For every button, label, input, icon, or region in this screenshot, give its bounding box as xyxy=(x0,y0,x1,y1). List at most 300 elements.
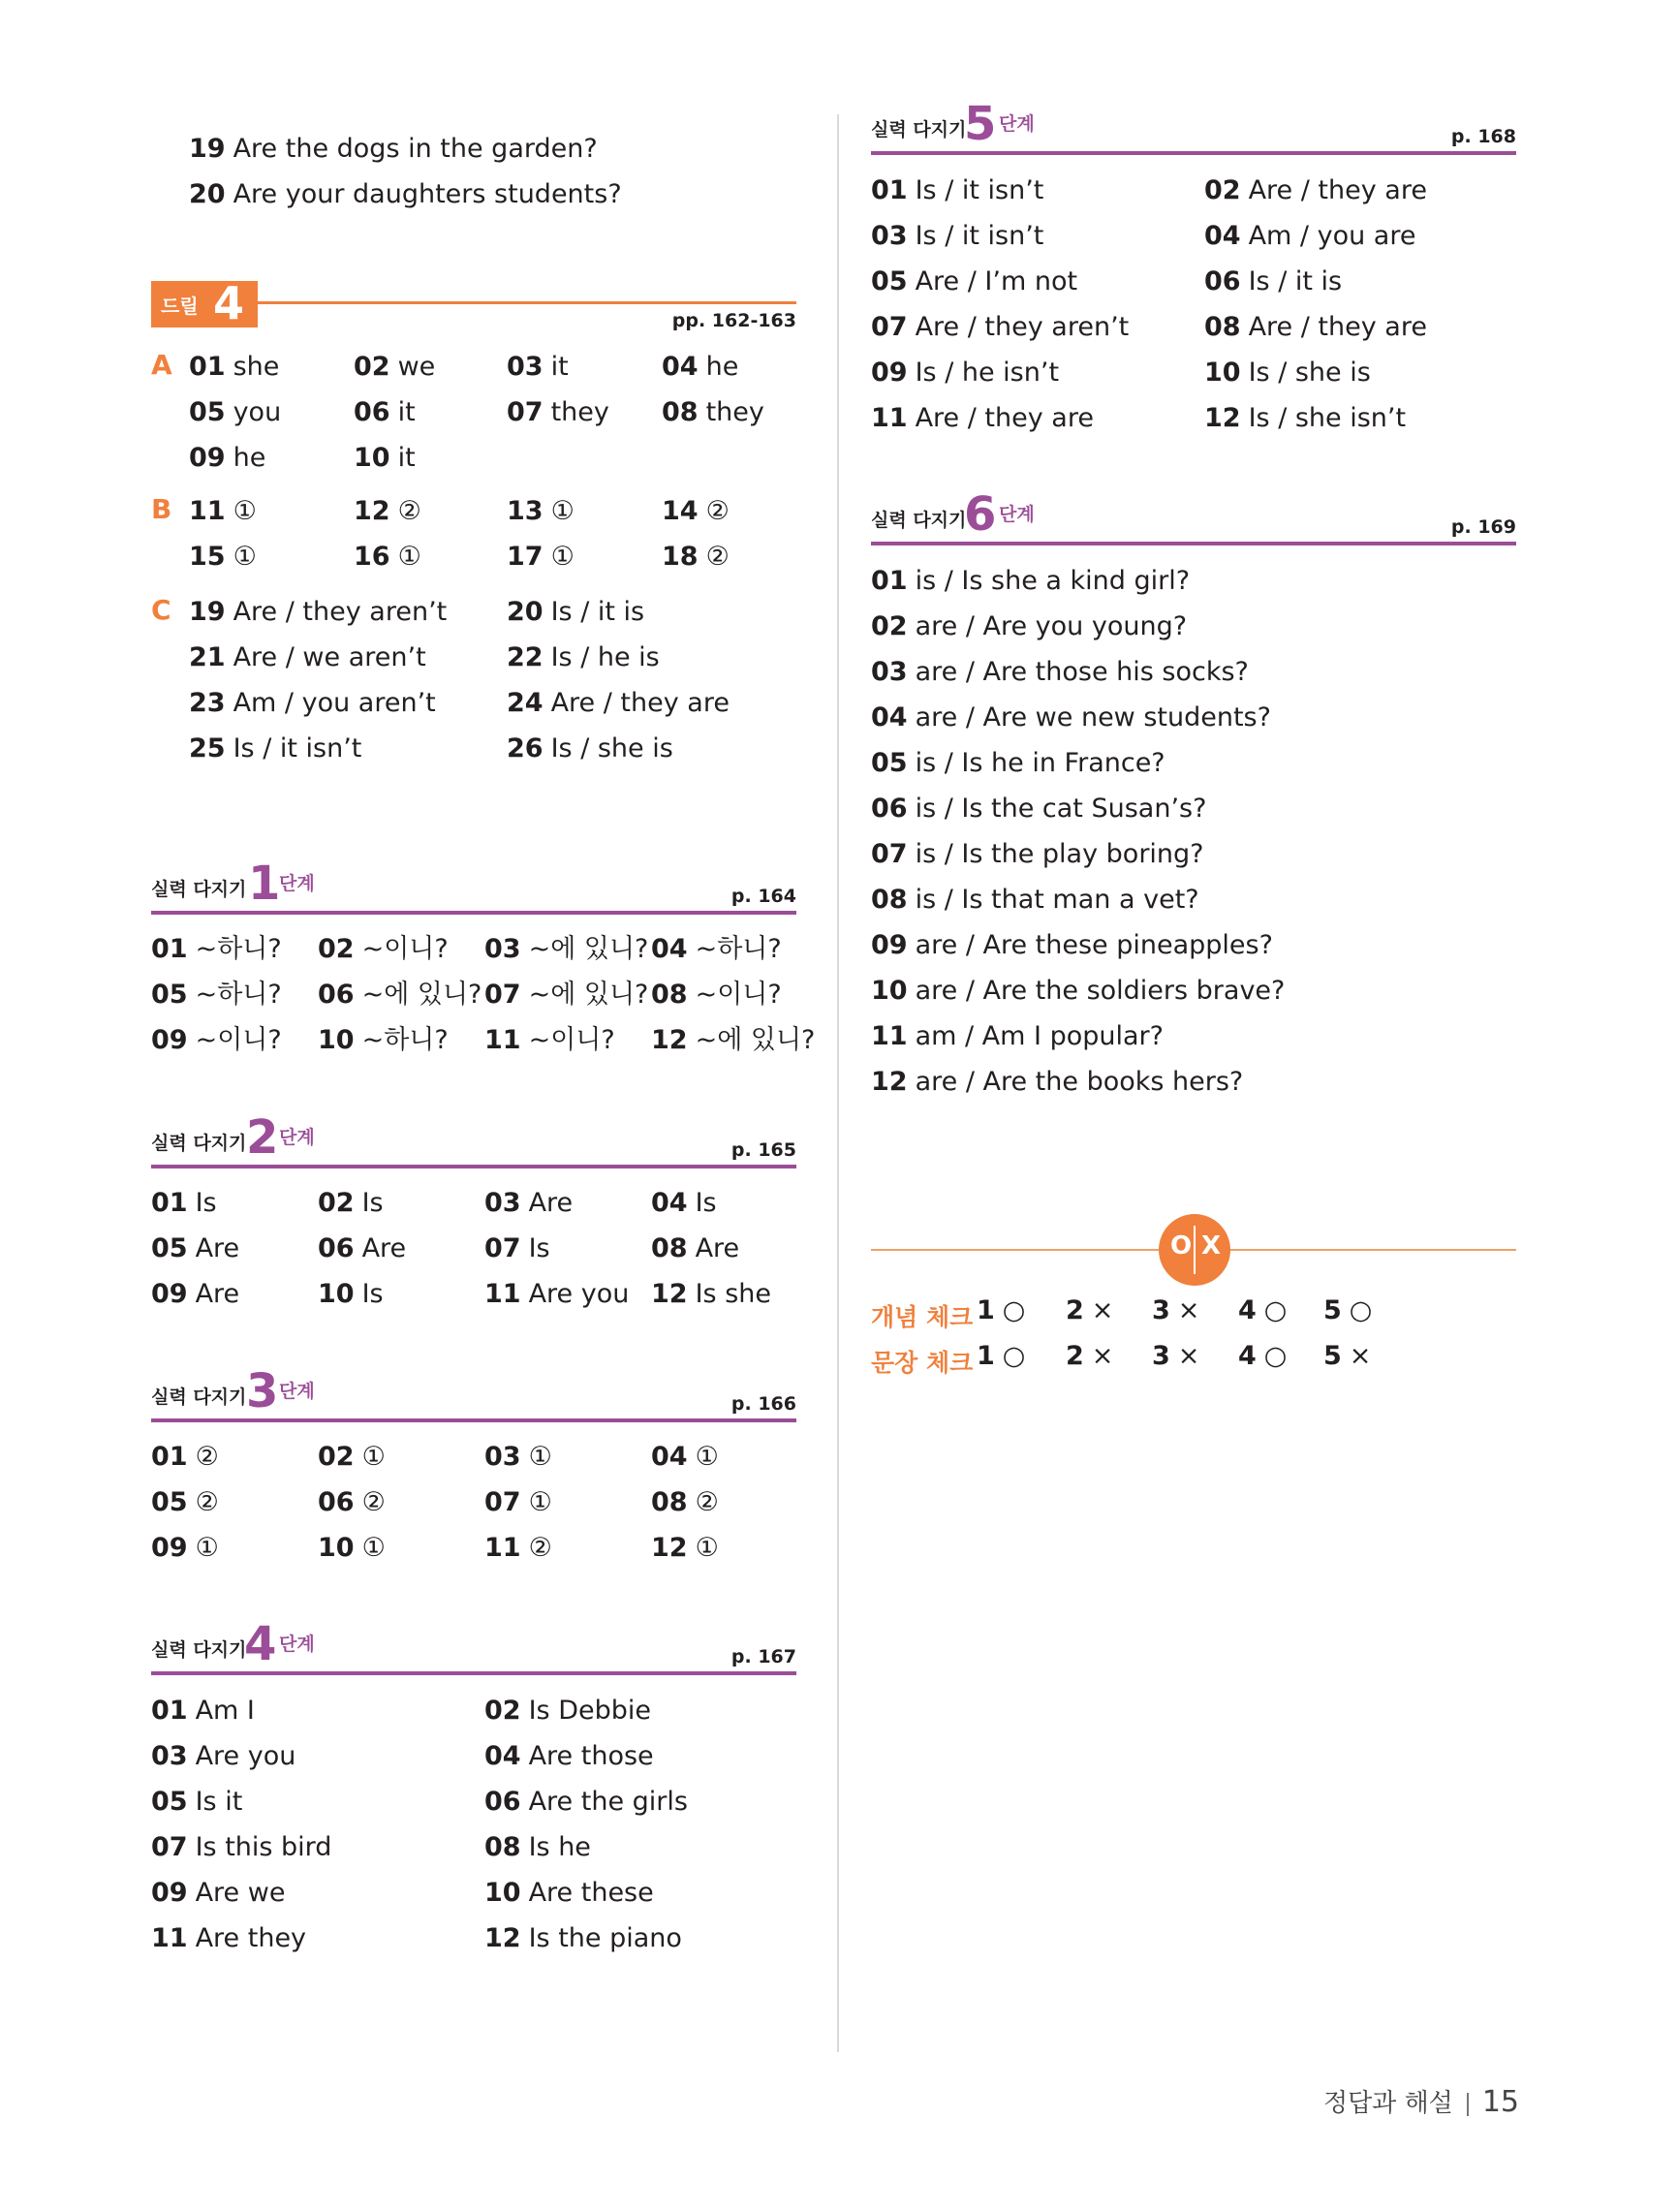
answer-item xyxy=(871,265,1077,299)
answer-item xyxy=(651,1231,739,1266)
item-number: 03 xyxy=(871,221,908,251)
answer-item xyxy=(484,1739,654,1774)
answer-item xyxy=(871,401,1094,436)
item-text: it xyxy=(550,352,569,382)
item-number: 08 xyxy=(651,980,688,1010)
item-text: Are xyxy=(528,1188,574,1218)
item-number: 01 xyxy=(151,1442,188,1472)
answer-item xyxy=(189,350,279,385)
section-step-number: 1 xyxy=(248,857,281,911)
check-mark: × xyxy=(1349,1341,1372,1371)
item-text: ~이니? xyxy=(195,1025,282,1055)
item-number: 04 xyxy=(651,1442,688,1472)
answer-item xyxy=(189,595,447,630)
concept-check-label: 개념 체크 xyxy=(871,1303,974,1331)
item-text: Are your daughters students? xyxy=(233,179,622,209)
answer-item xyxy=(484,1830,591,1865)
item-text: ① xyxy=(233,496,257,526)
item-text: Is / he is xyxy=(550,642,660,672)
check-mark: ○ xyxy=(1002,1295,1026,1325)
item-number: 10 xyxy=(1204,358,1241,388)
answer-item xyxy=(871,219,1043,254)
drill-part-c-label: C xyxy=(151,594,171,626)
item-number: 01 xyxy=(151,934,188,964)
item-number: 06 xyxy=(484,1787,521,1817)
item-number: 24 xyxy=(507,688,544,718)
section-step-number: 5 xyxy=(964,97,997,151)
answer-item xyxy=(507,640,660,675)
check-answer xyxy=(977,1293,1025,1328)
item-number: 06 xyxy=(354,397,390,427)
check-mark: ○ xyxy=(1349,1295,1373,1325)
item-text: ② xyxy=(528,1533,552,1563)
item-number: 01 xyxy=(189,352,226,382)
item-number: 06 xyxy=(318,980,355,1010)
item-number: 08 xyxy=(871,885,908,915)
answer-item xyxy=(151,1485,219,1520)
item-text: ① xyxy=(695,1533,719,1563)
item-text: are / Are you young? xyxy=(915,611,1188,641)
section-header-3 xyxy=(151,1364,796,1422)
item-text: she xyxy=(233,352,280,382)
section-page-ref: p. 164 xyxy=(730,886,796,907)
item-text: Is / it isn’t xyxy=(915,175,1044,205)
section-step-label: 단계 xyxy=(279,873,315,894)
item-number: 03 xyxy=(484,1442,521,1472)
check-answer xyxy=(1152,1339,1199,1374)
answer-item xyxy=(507,540,575,575)
item-text: Are / they are xyxy=(1248,312,1427,342)
intro-line xyxy=(189,177,622,212)
answer-item xyxy=(507,595,644,630)
answer-item xyxy=(151,1921,306,1956)
check-mark: × xyxy=(1091,1295,1114,1325)
item-text: Are / I’m not xyxy=(915,266,1078,296)
section-header-2 xyxy=(151,1110,796,1168)
item-text: are / Are those his socks? xyxy=(915,657,1249,687)
item-number: 26 xyxy=(507,733,544,763)
drill-tag xyxy=(151,277,258,329)
answer-item xyxy=(871,1019,1164,1054)
item-text: Are / we aren’t xyxy=(233,642,426,672)
item-number: 06 xyxy=(318,1233,355,1263)
answer-item xyxy=(354,494,421,529)
item-text: it xyxy=(397,443,416,473)
answer-item xyxy=(151,1231,239,1266)
answer-item xyxy=(1204,173,1427,208)
item-text: ① xyxy=(397,542,421,572)
item-text: Are the dogs in the garden? xyxy=(233,134,598,164)
item-text: Are those xyxy=(528,1741,654,1771)
item-text: ② xyxy=(705,542,730,572)
answer-item xyxy=(484,1531,552,1566)
item-number: 09 xyxy=(151,1533,188,1563)
item-number: 05 xyxy=(151,980,188,1010)
ox-o-letter: O xyxy=(1170,1231,1193,1261)
answer-item xyxy=(318,1531,386,1566)
item-text: is / Is the cat Susan’s? xyxy=(915,794,1207,824)
item-text: ① xyxy=(361,1533,386,1563)
item-text: Is the piano xyxy=(528,1923,682,1953)
answer-item xyxy=(484,932,648,967)
check-answer xyxy=(977,1339,1025,1374)
item-number: 07 xyxy=(871,839,908,869)
item-number: 14 xyxy=(662,496,699,526)
section-divider xyxy=(871,151,1516,155)
item-text: Are xyxy=(195,1279,240,1309)
item-number: 02 xyxy=(318,934,355,964)
item-text: Is / it isn’t xyxy=(233,733,362,763)
check-answer xyxy=(1066,1293,1113,1328)
item-text: are / Are these pineapples? xyxy=(915,930,1273,960)
item-text: Is / she isn’t xyxy=(1248,403,1407,433)
answer-item xyxy=(151,1694,255,1729)
item-number: 22 xyxy=(507,642,544,672)
section-label: 실력 다지기 xyxy=(871,119,967,140)
item-number: 12 xyxy=(651,1533,688,1563)
section-divider xyxy=(871,542,1516,545)
item-number: 05 xyxy=(151,1487,188,1517)
item-text: Is xyxy=(695,1188,717,1218)
item-text: ① xyxy=(361,1442,386,1472)
item-number: 03 xyxy=(484,1188,521,1218)
item-number: 02 xyxy=(484,1696,521,1726)
item-text: Are xyxy=(195,1233,240,1263)
answer-item xyxy=(871,792,1206,826)
item-number: 11 xyxy=(871,1021,908,1051)
answer-item xyxy=(189,640,426,675)
answer-item xyxy=(871,310,1129,345)
item-text: he xyxy=(233,443,266,473)
answer-item xyxy=(484,978,648,1013)
answer-item xyxy=(651,1531,719,1566)
answer-item xyxy=(1204,310,1427,345)
ox-separator xyxy=(1194,1226,1196,1274)
item-number: 01 xyxy=(151,1188,188,1218)
answer-item xyxy=(651,1485,719,1520)
answer-item xyxy=(871,173,1043,208)
item-text: ~에 있니? xyxy=(528,934,649,964)
section-label: 실력 다지기 xyxy=(151,879,247,900)
answer-item xyxy=(484,1485,552,1520)
answer-item xyxy=(151,1440,219,1475)
item-number: 09 xyxy=(871,358,908,388)
item-text: Is it xyxy=(195,1787,243,1817)
check-number: 1 xyxy=(977,1341,995,1371)
check-number: 3 xyxy=(1152,1341,1170,1371)
item-text: ① xyxy=(550,496,575,526)
item-number: 13 xyxy=(507,496,544,526)
item-number: 03 xyxy=(151,1741,188,1771)
item-number: 03 xyxy=(871,657,908,687)
section-divider xyxy=(151,911,796,915)
drill-tag-label: 드릴 xyxy=(161,295,199,318)
answer-item xyxy=(151,1186,217,1221)
item-number: 01 xyxy=(871,175,908,205)
item-text: Am / you aren’t xyxy=(233,688,436,718)
answer-item xyxy=(354,540,421,575)
check-mark: × xyxy=(1177,1341,1200,1371)
ox-badge xyxy=(1159,1214,1230,1286)
item-text: ② xyxy=(195,1442,219,1472)
item-number: 04 xyxy=(651,934,688,964)
section-header-6 xyxy=(871,487,1516,545)
answer-item xyxy=(1204,401,1406,436)
item-text: Are / they aren’t xyxy=(233,597,448,627)
item-number: 03 xyxy=(507,352,544,382)
section-label: 실력 다지기 xyxy=(151,1639,247,1661)
item-number: 03 xyxy=(484,934,521,964)
item-number: 08 xyxy=(651,1487,688,1517)
answer-item xyxy=(484,1876,654,1911)
check-answer xyxy=(1238,1339,1287,1374)
item-text: ① xyxy=(528,1487,552,1517)
item-number: 07 xyxy=(484,1233,521,1263)
item-number: 09 xyxy=(151,1025,188,1055)
item-text: Are / they aren’t xyxy=(915,312,1130,342)
check-answer xyxy=(1238,1293,1287,1328)
item-number: 23 xyxy=(189,688,226,718)
answer-item xyxy=(662,395,764,430)
item-text: ~이니? xyxy=(695,980,782,1010)
section-page-ref: p. 167 xyxy=(730,1646,796,1667)
item-text: Are / they are xyxy=(915,403,1094,433)
item-number: 05 xyxy=(151,1233,188,1263)
item-number: 12 xyxy=(871,1067,908,1097)
item-number: 18 xyxy=(662,542,699,572)
item-text: ~에 있니? xyxy=(528,980,649,1010)
answer-item xyxy=(871,746,1165,781)
answer-item xyxy=(151,932,282,967)
ox-divider-left xyxy=(871,1249,1159,1251)
section-step-label: 단계 xyxy=(279,1634,315,1655)
item-text: ~하니? xyxy=(695,934,782,964)
item-number: 11 xyxy=(484,1025,521,1055)
item-text: Are you xyxy=(195,1741,296,1771)
check-answer xyxy=(1066,1339,1113,1374)
item-number: 20 xyxy=(507,597,544,627)
item-number: 02 xyxy=(354,352,390,382)
item-number: 10 xyxy=(871,976,908,1006)
page-footer xyxy=(1323,2083,1519,2119)
answer-item xyxy=(871,837,1204,872)
answer-item xyxy=(484,1785,688,1820)
item-number: 04 xyxy=(651,1188,688,1218)
section-label: 실력 다지기 xyxy=(151,1133,247,1154)
item-text: they xyxy=(550,397,609,427)
item-number: 12 xyxy=(484,1923,521,1953)
item-text: ~하니? xyxy=(195,934,282,964)
item-text: are / Are the books hers? xyxy=(915,1067,1244,1097)
item-text: Are xyxy=(695,1233,740,1263)
item-text: is / Is that man a vet? xyxy=(915,885,1199,915)
item-text: Is / she is xyxy=(1248,358,1371,388)
item-text: Is / he isn’t xyxy=(915,358,1060,388)
item-text: ~이니? xyxy=(528,1025,615,1055)
item-number: 05 xyxy=(189,397,226,427)
section-step-number: 2 xyxy=(246,1110,279,1165)
item-text: Is Debbie xyxy=(528,1696,651,1726)
page-number: 15 xyxy=(1481,2085,1519,2119)
item-text: ~하니? xyxy=(361,1025,449,1055)
section-header-1 xyxy=(151,857,796,915)
check-mark: ○ xyxy=(1263,1341,1288,1371)
item-number: 04 xyxy=(871,702,908,732)
drill-divider xyxy=(258,301,796,304)
answer-item xyxy=(189,686,436,721)
item-number: 17 xyxy=(507,542,544,572)
item-text: ② xyxy=(397,496,421,526)
section-label: 실력 다지기 xyxy=(871,510,967,531)
item-number: 04 xyxy=(484,1741,521,1771)
answer-item xyxy=(871,564,1190,599)
check-number: 4 xyxy=(1238,1341,1257,1371)
answer-item xyxy=(507,350,569,385)
answer-item xyxy=(871,883,1199,918)
section-label: 실력 다지기 xyxy=(151,1386,247,1408)
answer-item xyxy=(189,395,281,430)
answer-item xyxy=(651,1023,815,1058)
section-step-label: 단계 xyxy=(999,113,1035,135)
item-text: he xyxy=(705,352,739,382)
item-number: 06 xyxy=(1204,266,1241,296)
item-number: 19 xyxy=(189,597,226,627)
answer-item xyxy=(871,974,1285,1009)
item-number: 05 xyxy=(151,1787,188,1817)
answer-item xyxy=(507,732,673,766)
item-text: ① xyxy=(550,542,575,572)
item-number: 10 xyxy=(354,443,390,473)
item-number: 12 xyxy=(354,496,390,526)
section-step-number: 3 xyxy=(246,1364,279,1418)
answer-item xyxy=(484,1921,682,1956)
item-text: Are / they are xyxy=(550,688,730,718)
item-text: Is he xyxy=(528,1832,591,1862)
answer-item xyxy=(651,1186,717,1221)
footer-separator xyxy=(1467,2093,1469,2116)
answer-item xyxy=(484,1186,573,1221)
column-divider xyxy=(837,114,839,2052)
item-text: Is / she is xyxy=(550,733,673,763)
item-text: Is xyxy=(361,1188,384,1218)
item-number: 09 xyxy=(151,1878,188,1908)
item-number: 05 xyxy=(871,266,908,296)
section-header-4 xyxy=(151,1617,796,1675)
item-text: Am I xyxy=(195,1696,255,1726)
item-text: ① xyxy=(528,1442,552,1472)
item-number: 21 xyxy=(189,642,226,672)
check-number: 5 xyxy=(1323,1341,1342,1371)
answer-item xyxy=(651,1440,719,1475)
item-number: 09 xyxy=(189,443,226,473)
answer-item xyxy=(151,1023,282,1058)
answer-item xyxy=(484,1440,552,1475)
answer-item xyxy=(651,978,782,1013)
item-number: 10 xyxy=(318,1025,355,1055)
section-divider xyxy=(151,1165,796,1168)
answer-item xyxy=(484,1023,615,1058)
answer-item xyxy=(507,494,575,529)
item-text: Are the girls xyxy=(528,1787,688,1817)
answer-item xyxy=(318,1485,386,1520)
item-text: Is xyxy=(361,1279,384,1309)
item-text: ① xyxy=(695,1442,719,1472)
answer-item xyxy=(507,686,730,721)
answer-item xyxy=(871,701,1271,735)
item-text: are / Are we new students? xyxy=(915,702,1271,732)
check-mark: ○ xyxy=(1263,1295,1288,1325)
drill-page-ref: pp. 162-163 xyxy=(671,310,796,331)
item-number: 08 xyxy=(1204,312,1241,342)
check-answer xyxy=(1323,1339,1371,1374)
item-number: 11 xyxy=(189,496,226,526)
item-number: 25 xyxy=(189,733,226,763)
section-step-number: 4 xyxy=(244,1617,277,1671)
answer-item xyxy=(318,978,482,1013)
item-number: 02 xyxy=(1204,175,1241,205)
item-number: 07 xyxy=(871,312,908,342)
drill-tag-number: 4 xyxy=(213,277,245,329)
item-text: Is this bird xyxy=(195,1832,332,1862)
item-number: 07 xyxy=(151,1832,188,1862)
check-answer xyxy=(1152,1293,1199,1328)
item-text: Are xyxy=(361,1233,407,1263)
answer-item xyxy=(318,1277,384,1312)
answer-item xyxy=(151,1739,295,1774)
item-text: Is / it isn’t xyxy=(915,221,1044,251)
answer-item xyxy=(871,928,1273,963)
section-page-ref: p. 168 xyxy=(1450,126,1516,147)
item-number: 06 xyxy=(871,794,908,824)
item-text: Are you xyxy=(528,1279,630,1309)
footer-title: 정답과 해설 xyxy=(1322,2089,1453,2118)
item-number: 08 xyxy=(651,1233,688,1263)
item-text: Are they xyxy=(195,1923,307,1953)
item-text: ② xyxy=(695,1487,719,1517)
section-step-label: 단계 xyxy=(279,1381,315,1402)
item-text: Are we xyxy=(195,1878,286,1908)
answer-item xyxy=(189,494,257,529)
item-text: Is xyxy=(195,1188,217,1218)
check-mark: × xyxy=(1177,1295,1200,1325)
section-page-ref: p. 165 xyxy=(730,1139,796,1161)
item-number: 12 xyxy=(651,1279,688,1309)
item-text: is / Is the play boring? xyxy=(915,839,1204,869)
ox-x-letter: X xyxy=(1201,1231,1222,1261)
answer-item xyxy=(189,441,265,476)
item-text: ② xyxy=(705,496,730,526)
answer-item xyxy=(484,1694,651,1729)
item-text: is / Is she a kind girl? xyxy=(915,566,1191,596)
answer-item xyxy=(1204,219,1415,254)
answer-item xyxy=(189,540,257,575)
answer-item xyxy=(507,395,609,430)
item-number: 19 xyxy=(189,134,226,164)
answer-item xyxy=(1204,265,1342,299)
ox-divider-right xyxy=(1230,1249,1516,1251)
answer-item xyxy=(318,932,449,967)
check-number: 3 xyxy=(1152,1295,1170,1325)
item-text: Is xyxy=(528,1233,550,1263)
answer-item xyxy=(151,1785,242,1820)
answer-item xyxy=(871,356,1059,390)
item-number: 10 xyxy=(318,1533,355,1563)
item-text: Is / it is xyxy=(1248,266,1343,296)
item-text: you xyxy=(233,397,282,427)
item-text: am / Am I popular? xyxy=(915,1021,1164,1051)
check-number: 2 xyxy=(1066,1341,1084,1371)
answer-item xyxy=(484,1231,550,1266)
